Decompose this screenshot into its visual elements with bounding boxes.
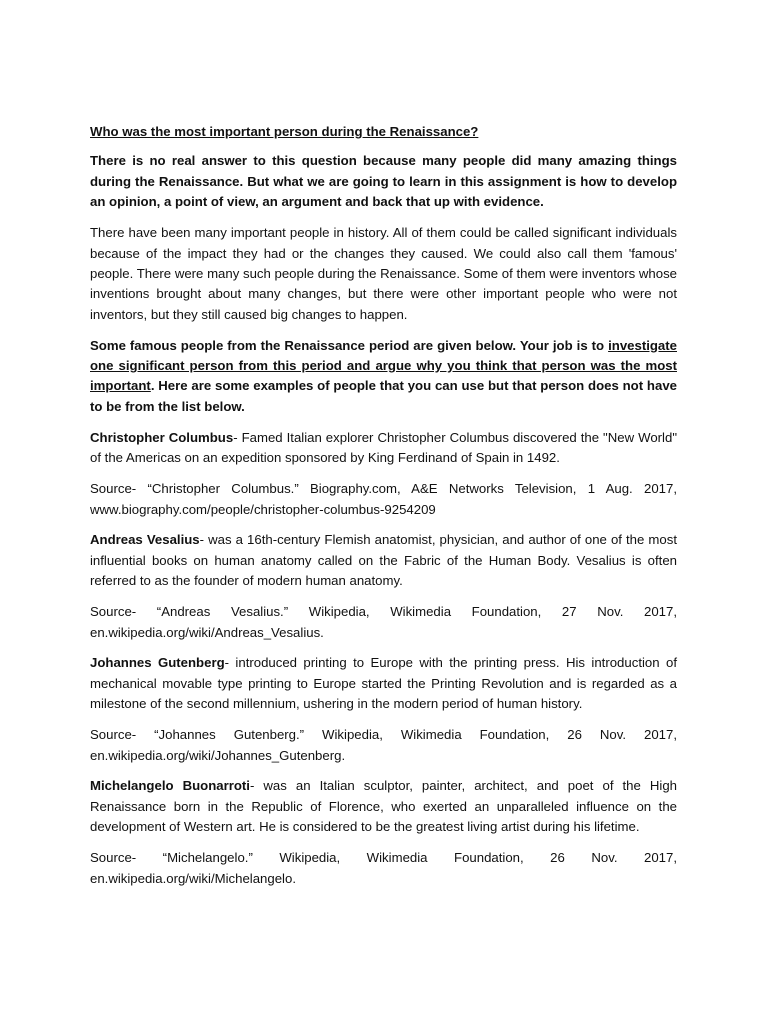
intro-paragraph: There have been many important people in history. All of them could be called significant individuals because of the impact they had or the changes they caused. We could also call them 'famous' people. There were many such people during the Renaissance. Some of them were inventors whose inventions brought about many changes, but there were other important people who were not inventors, but they still caused big changes to happen.: [90, 225, 677, 322]
person-name: Andreas Vesalius: [90, 532, 200, 548]
source-url: en.wikipedia.org/wiki/Andreas_Vesalius.: [90, 624, 324, 640]
source-citation-vesalius: [90, 602, 677, 643]
person-description: - Famed Italian explorer Christopher Columbus discovered the "New World" of the Americas on an expedition sponsored by King Ferdinand of Spain in 1492.: [90, 429, 677, 466]
intro-bold-paragraph: There is no real answer to this question because many people did many amazing things during the Renaissance. But what we are going to learn in this assignment is how to develop an opinion, a point of view, an argument and back that up with evidence.: [90, 153, 677, 210]
person-entry-vesalius: [90, 530, 677, 591]
task-paragraph: [90, 336, 677, 418]
person-description: - introduced printing to Europe with the printing press. His introduction of mechanical movable type printing to Europe started the Printing Revolution and is regarded as a milestone of the second millennium, ushering in the modern period of human history.: [90, 655, 677, 712]
person-entry-michelangelo: [90, 776, 677, 837]
source-url: www.biography.com/people/christopher-columbus-9254209: [90, 501, 436, 517]
task-text-end: . Here are some examples of people that you can use but that person does not have to be from the list below.: [90, 378, 677, 414]
person-entry-gutenberg: [90, 653, 677, 714]
source-text: Source- “Michelangelo.” Wikipedia, Wikimedia Foundation, 26 Nov. 2017,: [90, 850, 677, 866]
person-name: Michelangelo Buonarroti: [90, 778, 250, 794]
source-url: en.wikipedia.org/wiki/Johannes_Gutenberg.: [90, 747, 346, 763]
person-description: - was a 16th-century Flemish anatomist, physician, and author of one of the most influential books on human anatomy called on the Fabric of the Human Body. Vesalius is often referred to as the founder of modern human anatomy.: [90, 532, 677, 589]
source-text: Source- “Andreas Vesalius.” Wikipedia, Wikimedia Foundation, 27 Nov. 2017,: [90, 604, 677, 620]
task-text-start: Some famous people from the Renaissance period are given below. Your job is to: [90, 337, 609, 353]
person-name: Christopher Columbus: [90, 429, 234, 445]
source-text: Source- “Johannes Gutenberg.” Wikipedia, Wikimedia Foundation, 26 Nov. 2017,: [90, 727, 677, 743]
document-title: Who was the most important person during the Renaissance?: [90, 124, 479, 139]
source-citation-gutenberg: [90, 725, 677, 766]
source-citation-michelangelo: [90, 848, 677, 889]
document-page: [90, 122, 677, 900]
task-underlined-text: investigate one significant person from this period and argue why you think that person was the most important: [90, 337, 677, 394]
source-citation-columbus: [90, 479, 677, 520]
source-url: en.wikipedia.org/wiki/Michelangelo.: [90, 870, 296, 886]
person-name: Johannes Gutenberg: [90, 655, 225, 671]
source-text: Source- “Christopher Columbus.” Biography.com, A&E Networks Television, 1 Aug. 2017,: [90, 481, 677, 497]
person-description: - was an Italian sculptor, painter, architect, and poet of the High Renaissance born in the Republic of Florence, who exerted an unparalleled influence on the development of Western art. He is considered to be the greatest living artist during his lifetime.: [90, 778, 677, 835]
person-entry-columbus: [90, 428, 677, 469]
